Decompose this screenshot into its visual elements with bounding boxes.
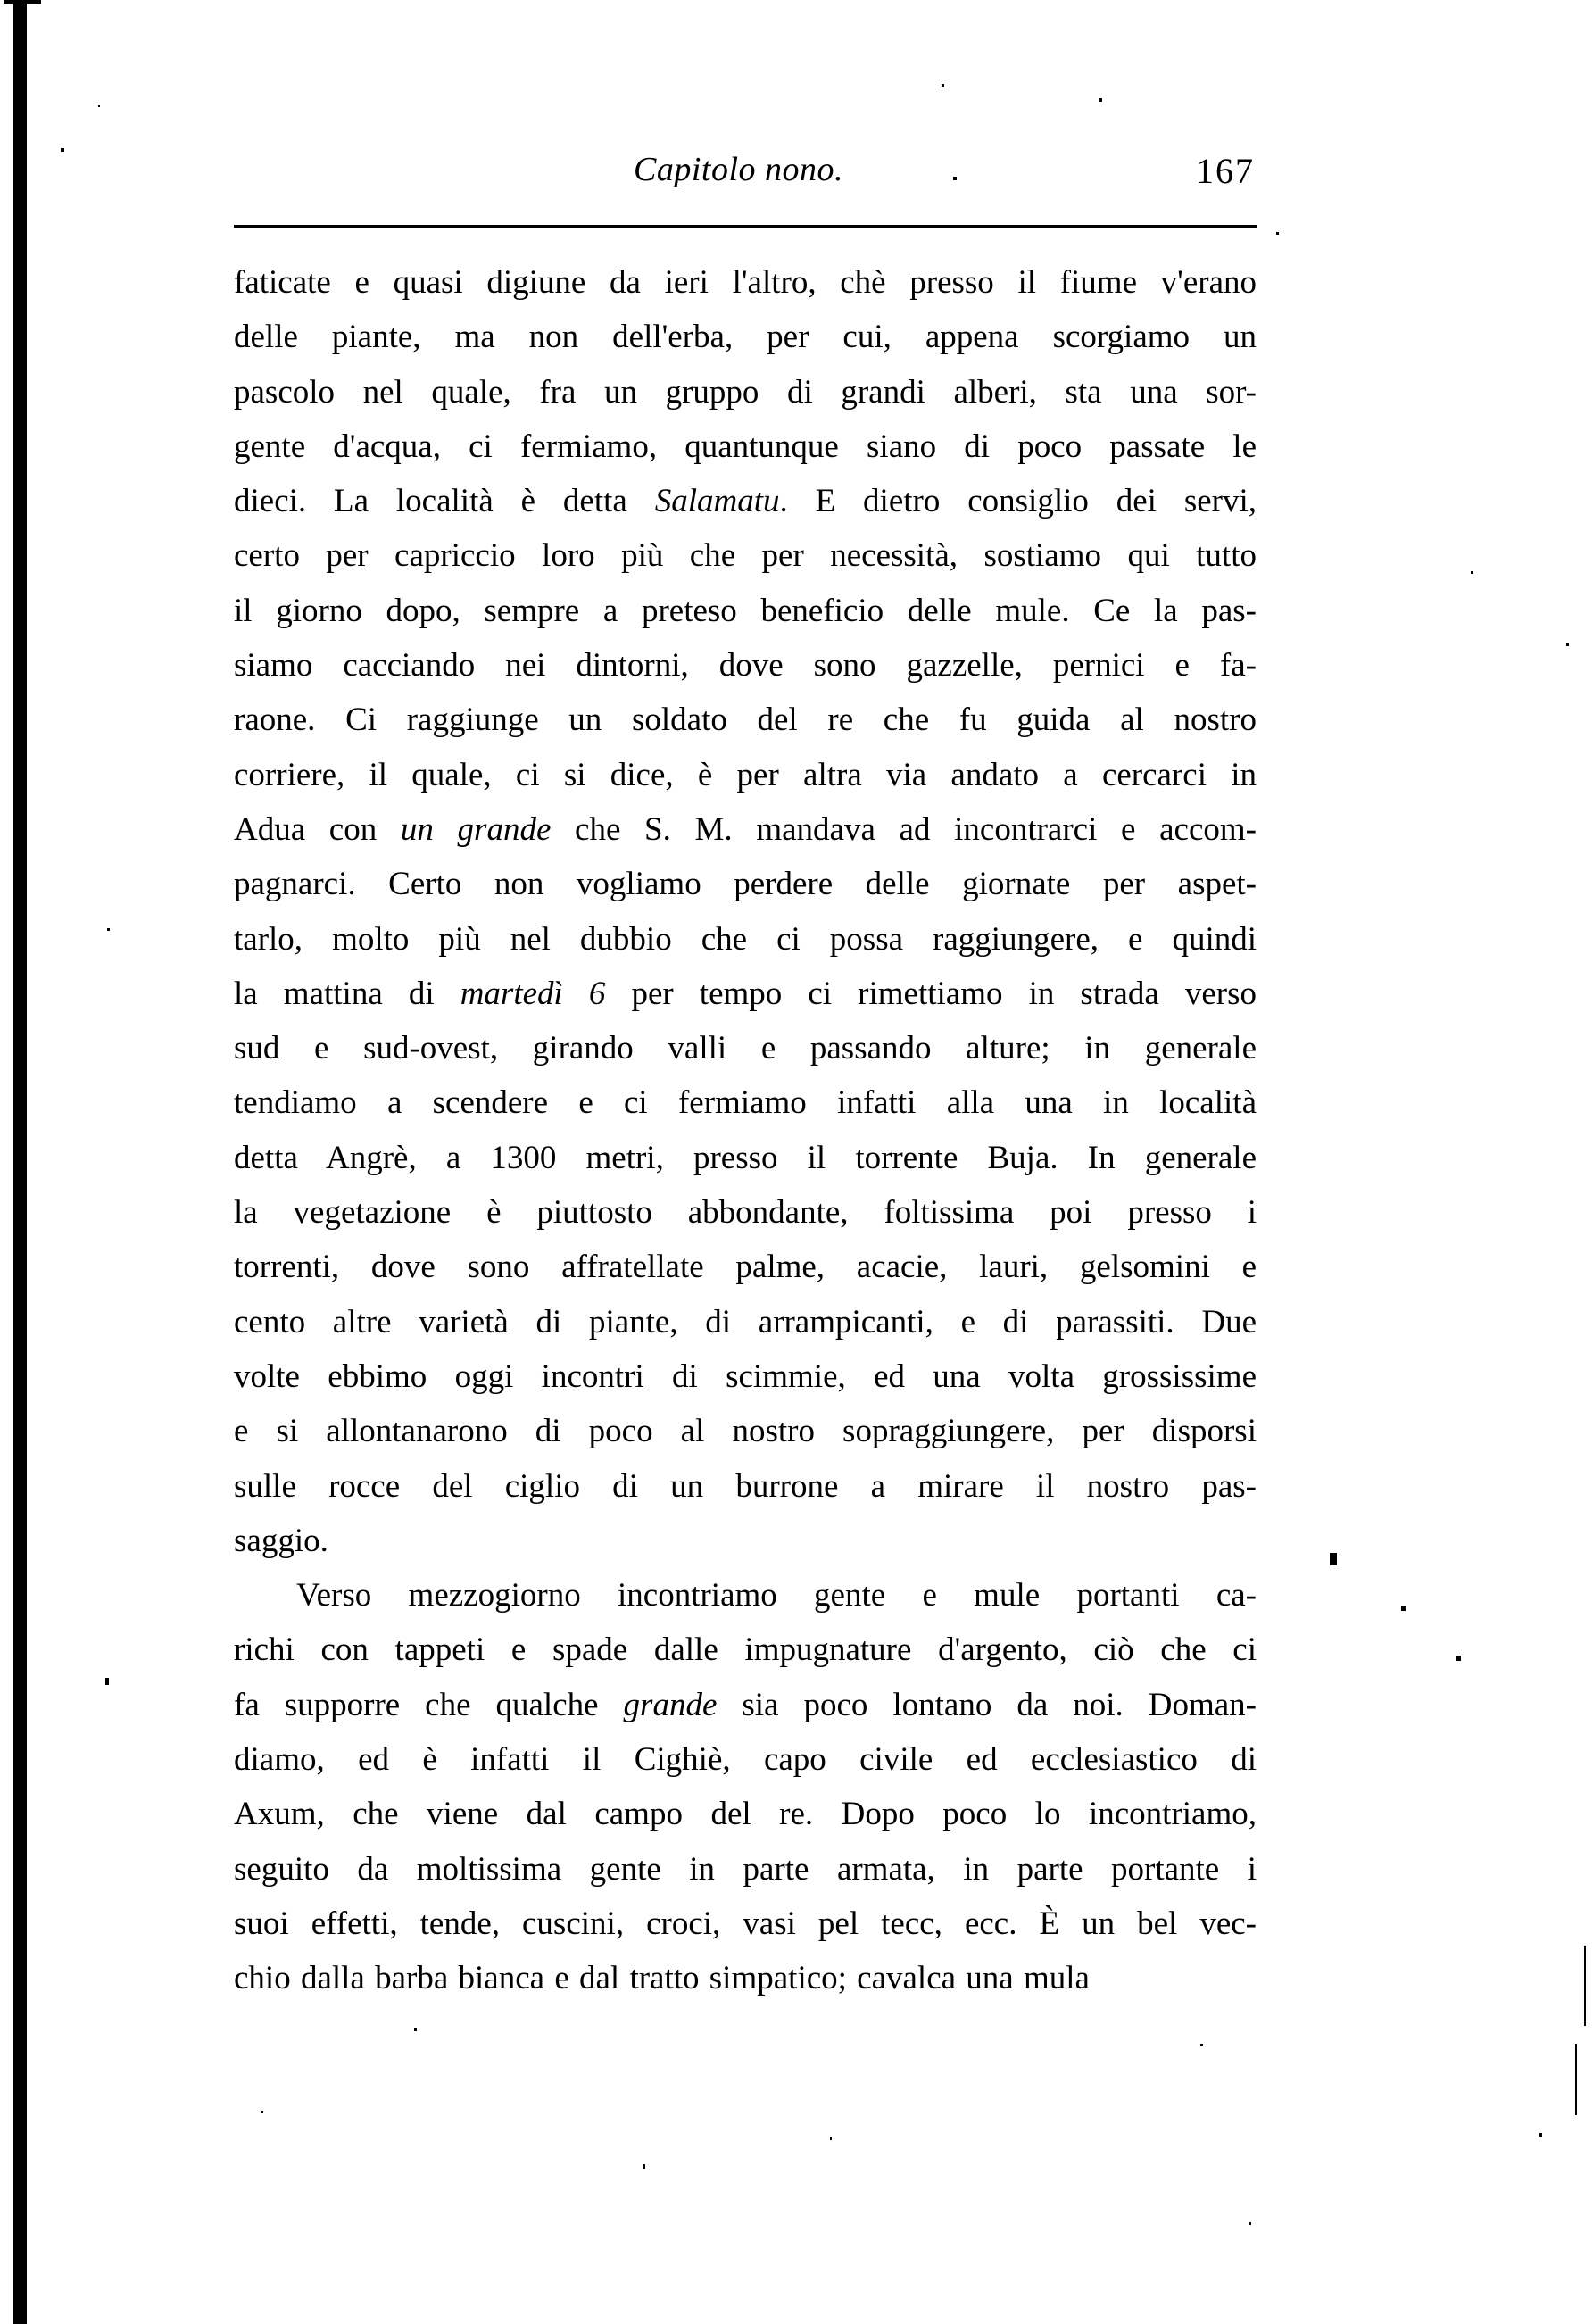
text-line <box>234 1295 1257 1349</box>
text-line <box>234 1021 1257 1075</box>
text-segment: il giorno dopo, sempre a preteso beneficio delle mule. Ce la pas- <box>234 592 1257 629</box>
text-segment: dieci. La località è detta <box>234 483 655 520</box>
italic-term: Salamatu <box>654 483 780 520</box>
scan-speck <box>1539 2133 1542 2137</box>
scan-speck <box>1471 571 1473 574</box>
page-number: 167 <box>1196 151 1255 191</box>
text-line <box>234 1732 1257 1787</box>
scan-speck <box>1330 1553 1337 1565</box>
text-segment: Axum, che viene dal campo del re. Dopo poco lo incontriamo, <box>234 1796 1257 1833</box>
italic-term: grande <box>623 1686 718 1723</box>
text-segment: certo per capriccio loro più che per necessità, sostiamo qui tutto <box>234 537 1257 575</box>
scan-speck <box>1099 98 1102 102</box>
text-line <box>234 1185 1257 1240</box>
scan-speck <box>1456 1656 1461 1661</box>
scan-speck <box>1575 2044 1577 2115</box>
text-line <box>234 419 1257 474</box>
scan-speck <box>414 2028 417 2031</box>
text-line <box>234 1897 1257 1951</box>
text-segment: Adua con <box>234 810 401 848</box>
text-segment: Verso mezzogiorno incontriamo gente e mule portanti ca- <box>296 1577 1257 1614</box>
text-segment: cento altre varietà di piante, di arrampicanti, e di parassiti. Due <box>234 1303 1257 1340</box>
text-segment: diamo, ed è infatti il Cighiè, capo civile ed ecclesiastico di <box>234 1741 1257 1779</box>
text-segment: per tempo ci rimettiamo in strada verso <box>605 975 1257 1012</box>
text-line <box>234 310 1257 364</box>
text-line <box>234 1787 1257 1841</box>
text-line <box>234 584 1257 638</box>
text-segment: gente d'acqua, ci fermiamo, quantunque siano di poco passate le <box>234 427 1257 465</box>
text-segment: pascolo nel quale, fra un gruppo di grandi alberi, sta una sor- <box>234 373 1257 411</box>
scan-speck <box>98 105 100 107</box>
scan-speck <box>261 2111 263 2113</box>
text-line <box>234 1678 1257 1732</box>
header-rule <box>234 225 1257 228</box>
text-segment: richi con tappeti e spade dalle impugnature d'argento, ciò che ci <box>234 1631 1257 1669</box>
running-head <box>234 150 1257 195</box>
scan-speck <box>107 928 110 931</box>
text-segment: sud e sud-ovest, girando valli e passando alture; in generale <box>234 1030 1257 1067</box>
text-line <box>234 802 1257 857</box>
text-segment: suoi effetti, tende, cuscini, croci, vasi pel tecc, ecc. È un bel vec- <box>234 1905 1257 1942</box>
scan-speck <box>1584 1946 1586 2026</box>
text-segment: sia poco lontano da noi. Doman- <box>717 1686 1257 1723</box>
text-line <box>234 693 1257 747</box>
italic-term: un grande <box>400 810 552 848</box>
scan-speck <box>1200 2044 1203 2046</box>
text-segment: . E dietro consiglio dei servi, <box>779 483 1257 520</box>
text-line <box>234 1623 1257 1677</box>
text-segment: delle piante, ma non dell'erba, per cui, appena scorgiamo un <box>234 319 1257 356</box>
text-segment: chio dalla barba bianca e dal tratto simpatico; cavalca una mula <box>234 1960 1090 1997</box>
text-segment: pagnarci. Certo non vogliamo perdere delle giornate per aspet- <box>234 866 1257 903</box>
scan-speck <box>1401 1606 1406 1611</box>
text-line <box>234 1131 1257 1185</box>
text-line <box>234 1842 1257 1897</box>
text-line <box>234 967 1257 1021</box>
text-line <box>234 1459 1257 1514</box>
binding-edge-cap <box>4 0 41 4</box>
text-segment: corriere, il quale, ci si dice, è per altra via andato a cercarci in <box>234 756 1257 793</box>
text-line <box>234 1951 1257 2005</box>
text-line <box>234 748 1257 802</box>
text-line <box>234 1568 1257 1623</box>
text-segment: raone. Ci raggiunge un soldato del re che fu guida al nostro <box>234 701 1257 739</box>
text-segment: che S. M. mandava ad incontrarci e accom- <box>551 810 1257 848</box>
text-line <box>234 1404 1257 1458</box>
text-segment: saggio. <box>234 1522 328 1559</box>
text-line <box>234 912 1257 967</box>
scan-speck <box>1249 2222 1251 2225</box>
text-line <box>234 1514 1257 1568</box>
text-segment: volte ebbimo oggi incontri di scimmie, ed una volta grossissime <box>234 1357 1257 1395</box>
text-segment: e si allontanarono di poco al nostro sopraggiungere, per disporsi <box>234 1413 1257 1450</box>
text-line <box>234 365 1257 419</box>
text-line <box>234 857 1257 911</box>
text-segment: faticate e quasi digiune da ieri l'altro, chè presso il fiume v'erano <box>234 264 1257 301</box>
text-segment: la vegetazione è piuttosto abbondante, foltissima poi presso i <box>234 1194 1257 1232</box>
text-line <box>234 528 1257 583</box>
text-line <box>234 255 1257 310</box>
text-segment: tarlo, molto più nel dubbio che ci possa raggiungere, e quindi <box>234 920 1257 958</box>
scan-speck <box>105 1678 109 1685</box>
scan-speck <box>953 177 957 180</box>
scan-speck <box>830 2137 832 2140</box>
text-segment: la mattina di <box>234 975 460 1012</box>
body-text <box>234 255 1257 2006</box>
text-line <box>234 638 1257 693</box>
scan-speck <box>643 2164 645 2169</box>
text-line <box>234 474 1257 528</box>
italic-term: martedì 6 <box>460 975 606 1012</box>
text-line <box>234 1075 1257 1130</box>
text-line <box>234 1349 1257 1404</box>
scan-speck <box>1276 232 1279 235</box>
running-title: Capitolo nono. <box>634 151 844 188</box>
text-segment: fa supporre che qualche <box>234 1686 624 1723</box>
text-segment: torrenti, dove sono affratellate palme, acacie, lauri, gelsomini e <box>234 1249 1257 1286</box>
text-segment: seguito da moltissima gente in parte armata, in parte portante i <box>234 1850 1257 1888</box>
text-line <box>234 1240 1257 1294</box>
scan-speck <box>942 84 944 87</box>
binding-edge <box>13 0 27 2324</box>
text-segment: sulle rocce del ciglio di un burrone a mirare il nostro pas- <box>234 1467 1257 1505</box>
scan-speck <box>61 148 64 152</box>
text-segment: tendiamo a scendere e ci fermiamo infatti alla una in località <box>234 1084 1257 1122</box>
text-segment: detta Angrè, a 1300 metri, presso il torrente Buja. In generale <box>234 1139 1257 1176</box>
text-segment: siamo cacciando nei dintorni, dove sono gazzelle, pernici e fa- <box>234 647 1257 685</box>
scan-speck <box>1566 643 1569 646</box>
